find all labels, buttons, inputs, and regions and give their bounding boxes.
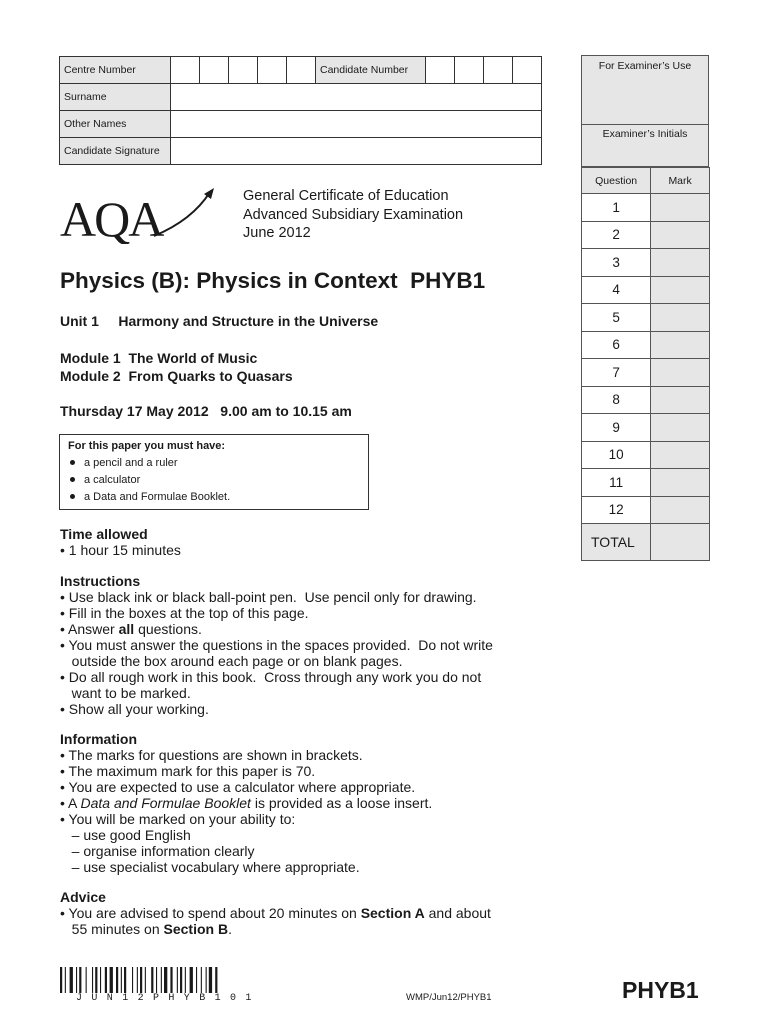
information-item: • The marks for questions are shown in brackets. (60, 747, 363, 763)
exam-date: Thursday 17 May 2012 9.00 am to 10.15 am (60, 403, 352, 419)
must-have-item: a pencil and a ruler (68, 455, 360, 472)
question-number: 2 (582, 221, 651, 249)
mark-cell[interactable] (651, 496, 710, 524)
information-item: • The maximum mark for this paper is 70. (60, 763, 316, 779)
advice-section (60, 889, 491, 937)
information-item: • You will be marked on your ability to: (60, 811, 296, 827)
question-row (582, 194, 710, 222)
advice-item: • You are advised to spend about 20 minutes on Section A and about (60, 905, 491, 921)
candidate-number-digit-2[interactable] (455, 57, 484, 84)
question-row (582, 359, 710, 387)
question-row (582, 386, 710, 414)
information-item: • A Data and Formulae Booklet is provided as a loose insert. (60, 795, 433, 811)
must-have-box (59, 434, 369, 510)
time-allowed-section (60, 526, 181, 558)
mark-cell[interactable] (651, 331, 710, 359)
paper-reference-code: WMP/Jun12/PHYB1 (406, 992, 492, 1003)
must-have-item: a calculator (68, 472, 360, 489)
instruction-item-continued: outside the box around each page or on blank pages. (71, 653, 403, 669)
information-section (60, 731, 432, 875)
information-item: • You are expected to use a calculator where appropriate. (60, 779, 416, 795)
examiner-panel (581, 55, 709, 561)
time-allowed-heading: Time allowed (60, 526, 148, 542)
centre-number-label: Centre Number (60, 57, 171, 84)
candidate-number-digit-3[interactable] (484, 57, 513, 84)
advice-item-continued: 55 minutes on Section B. (71, 921, 232, 937)
question-number: 5 (582, 304, 651, 332)
question-row (582, 304, 710, 332)
instruction-item: • Use black ink or black ball-point pen. Use pencil only for drawing. (60, 589, 477, 605)
examiners-use-label: For Examiner’s Use (581, 55, 709, 125)
must-have-heading: For this paper you must have: (68, 440, 226, 452)
candidate-number-digit-4[interactable] (513, 57, 542, 84)
marks-rows (582, 194, 710, 524)
centre-number-digit-4[interactable] (258, 57, 287, 84)
mark-cell[interactable] (651, 359, 710, 387)
examiners-initials-label: Examiner’s Initials (581, 125, 709, 167)
question-number: 12 (582, 496, 651, 524)
examination-line: Advanced Subsidiary Examination (243, 206, 464, 223)
centre-number-digit-3[interactable] (229, 57, 258, 84)
module-2-title: Module 2 From Quarks to Quasars (60, 368, 293, 384)
centre-number-digit-2[interactable] (200, 57, 229, 84)
surname-label: Surname (60, 84, 171, 111)
mark-cell[interactable] (651, 221, 710, 249)
other-names-field[interactable] (171, 111, 542, 138)
mark-cell[interactable] (651, 414, 710, 442)
instruction-item-continued: want to be marked. (71, 685, 191, 701)
instructions-heading: Instructions (60, 573, 141, 589)
question-row (582, 469, 710, 497)
candidate-signature-label: Candidate Signature (60, 138, 171, 165)
instruction-item: • Do all rough work in this book. Cross through any work you do not (60, 669, 482, 685)
paper-title: Physics (B): Physics in Context PHYB1 (60, 268, 486, 293)
information-subitem: – organise information clearly (71, 843, 255, 859)
question-number: 7 (582, 359, 651, 387)
question-number: 11 (582, 469, 651, 497)
question-number: 6 (582, 331, 651, 359)
candidate-number-label: Candidate Number (316, 57, 426, 84)
question-row (582, 496, 710, 524)
exam-info (243, 187, 463, 243)
question-row (582, 249, 710, 277)
centre-number-digit-1[interactable] (171, 57, 200, 84)
qualification-line: General Certificate of Education (243, 188, 449, 204)
mark-cell[interactable] (651, 304, 710, 332)
bullet-icon (70, 494, 75, 499)
bullet-icon (70, 460, 75, 465)
total-label: TOTAL (582, 524, 651, 561)
candidate-number-digit-1[interactable] (426, 57, 455, 84)
instruction-item: • Fill in the boxes at the top of this page. (60, 605, 309, 621)
information-subitem: – use good English (71, 827, 191, 843)
candidate-details-box (59, 56, 542, 165)
question-row (582, 331, 710, 359)
question-row (582, 221, 710, 249)
mark-cell[interactable] (651, 249, 710, 277)
mark-column-header: Mark (651, 168, 710, 194)
question-number: 1 (582, 194, 651, 222)
question-number: 9 (582, 414, 651, 442)
centre-number-digit-5[interactable] (287, 57, 316, 84)
question-number: 4 (582, 276, 651, 304)
aqa-logo (58, 186, 218, 249)
unit-title: Unit 1 Harmony and Structure in the Universe (60, 313, 379, 329)
paper-code: PHYB1 (622, 977, 699, 1003)
mark-cell[interactable] (651, 441, 710, 469)
logo-text: AQA (60, 191, 163, 244)
instruction-item: • Show all your working. (60, 701, 209, 717)
information-heading: Information (60, 731, 137, 747)
instruction-item: • Answer all questions. (60, 621, 202, 637)
question-number: 3 (582, 249, 651, 277)
instruction-item: • You must answer the questions in the spaces provided. Do not write (60, 637, 493, 653)
question-number: 10 (582, 441, 651, 469)
question-row (582, 276, 710, 304)
other-names-label: Other Names (60, 111, 171, 138)
total-mark-cell[interactable] (651, 524, 710, 561)
question-row (582, 441, 710, 469)
question-number: 8 (582, 386, 651, 414)
mark-cell[interactable] (651, 469, 710, 497)
surname-field[interactable] (171, 84, 542, 111)
advice-heading: Advice (60, 889, 106, 905)
question-column-header: Question (582, 168, 651, 194)
session-line: June 2012 (243, 225, 311, 241)
barcode-text: JUN12PHYB101 (76, 993, 261, 1004)
time-allowed-item: • 1 hour 15 minutes (60, 542, 181, 558)
mark-cell[interactable] (651, 194, 710, 222)
module-1-title: Module 1 The World of Music (60, 350, 258, 366)
instructions-section (60, 573, 493, 717)
question-row (582, 414, 710, 442)
mark-cell[interactable] (651, 386, 710, 414)
bullet-icon (70, 477, 75, 482)
information-subitem: – use specialist vocabulary where appropriate. (71, 859, 360, 875)
mark-cell[interactable] (651, 276, 710, 304)
marks-table (581, 167, 710, 561)
candidate-signature-field[interactable] (171, 138, 542, 165)
must-have-item: a Data and Formulae Booklet. (68, 489, 360, 506)
